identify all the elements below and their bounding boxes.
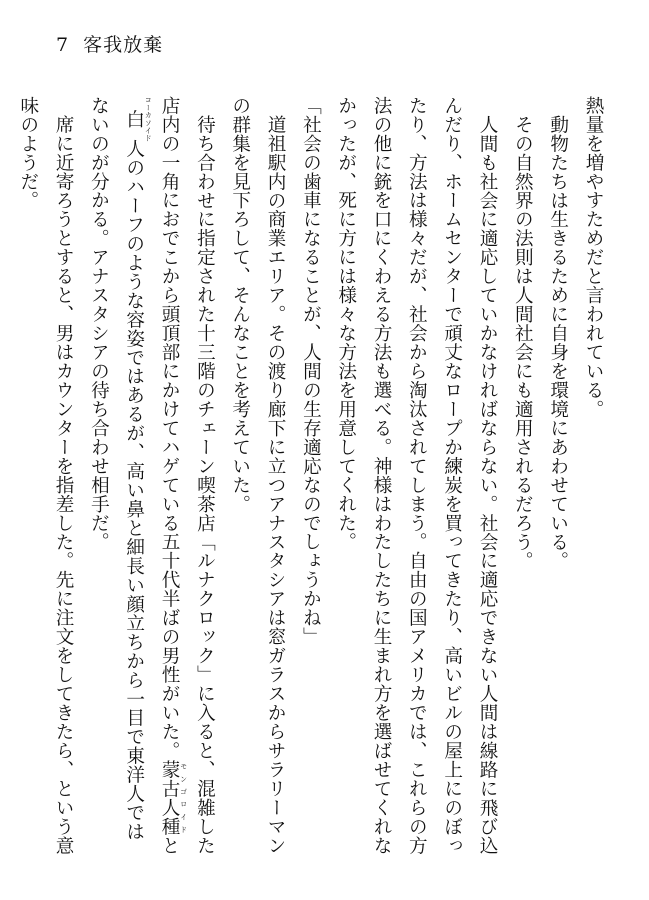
vertical-body-text (17, 96, 611, 856)
ruby-mongoloid (159, 760, 188, 836)
paragraph: 道祖駅内の商業エリア。その渡り廊下に立つアナスタシアは窓ガラスからサラリーマンの群集を見下ろして、そんなことを考えていた。 (229, 96, 287, 855)
paragraph-with-ruby (81, 96, 222, 856)
ruby-caucasoid (123, 96, 153, 143)
text-run: 人のハーフのような容姿ではあるが、高い鼻と細長い顔立ちから一目で東洋人ではないのが分かる。アナスタシアの待ち合わせ相手だ。 (88, 96, 145, 842)
ruby-base: 白 (123, 96, 145, 143)
paragraph: 熱量を増やすためだと言われている。 (583, 96, 604, 419)
text-run: 待ち合わせに指定された十三階のチェーン喫茶店「ルナクロック」に入ると、混雑した店内の一角におでこから頭頂部にかけてハゲている五十代半ばの男性がいた。 (159, 96, 216, 855)
ruby-reading: モンゴロイド (179, 760, 188, 836)
paragraph: その自然界の法則は人間社会にも適用されるだろう。 (512, 114, 534, 570)
chapter-title: 客我放棄 (83, 34, 164, 56)
page-number: 7 (56, 34, 70, 56)
text-run: と (159, 835, 181, 855)
paragraph: 席に近寄ろうとすると、男はカウンターを指差した。先に注文をしてきたら、という意味のようだ。 (17, 96, 75, 855)
paragraph: 動物たちは生きるために自身を環境にあわせている。 (547, 114, 569, 570)
ruby-reading: コーカソイド (144, 96, 153, 143)
running-header (56, 30, 163, 57)
paragraph: 人間も社会に適応していかなければならない。社会に適応できない人間は線路に飛び込んだり、ホームセンターで頑丈なロープか練炭を買ってきたり、高いビルの屋上にのぼったり、方法は様々だが、社会から淘汰されてしまう。自由の国アメリカでは、これらの方法の他に銃を口にくわえる方法も選べる。神様はわたしたちに生まれ方を選ばせてくれなかったが、死に方には様々な方法を用意してくれた。 (335, 96, 499, 855)
ruby-base: 蒙古人種 (159, 760, 181, 836)
dialogue-paragraph: 「社会の歯車になることが、人間の生存適応なのでしょうかね」 (300, 96, 322, 647)
